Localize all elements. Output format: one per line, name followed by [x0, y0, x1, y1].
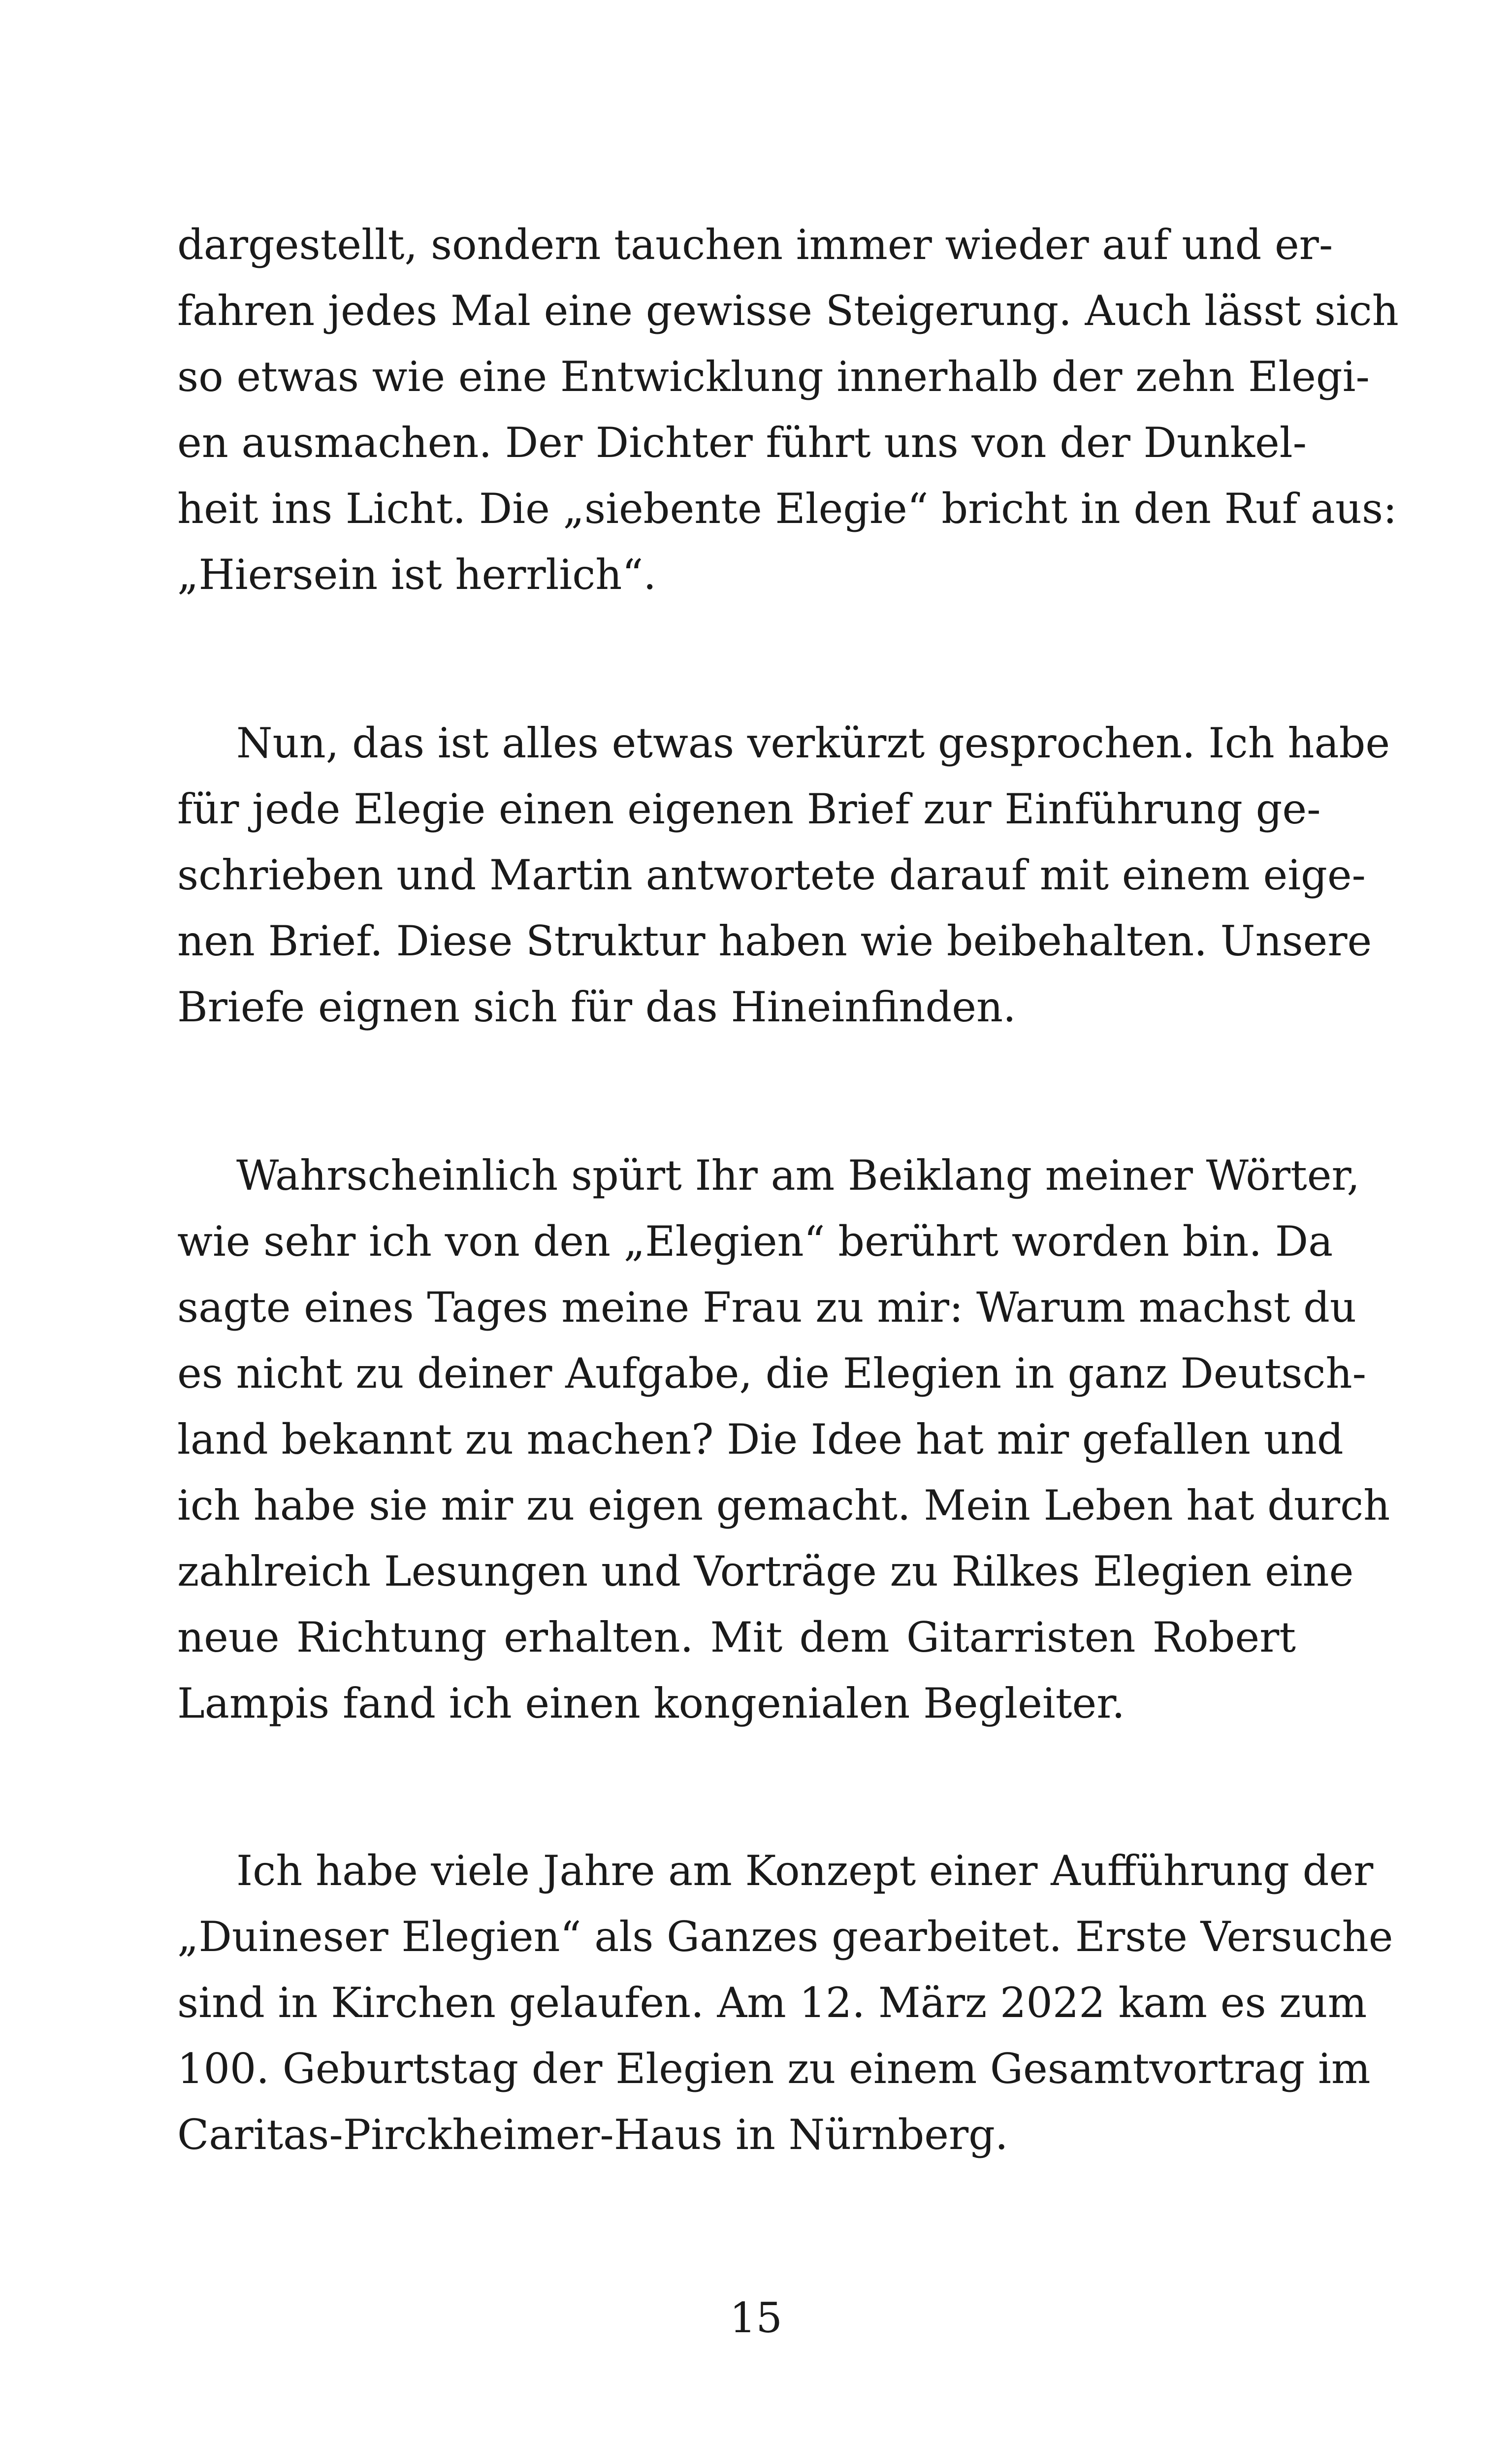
text-line: wie sehr ich von den „Elegien“ berührt worden bin. Da	[177, 1217, 1333, 1266]
page-number: 15	[730, 2294, 782, 2342]
paragraph-1	[177, 212, 1399, 608]
paragraph-2	[177, 710, 1390, 1040]
text-line: dargestellt, sondern tauchen immer wieder auf und er-	[177, 221, 1333, 269]
text-line: fahren jedes Mal eine gewisse Steigerung. Auch lässt sich	[177, 287, 1399, 335]
text-line: land bekannt zu machen? Die Idee hat mir gefallen und	[177, 1415, 1344, 1464]
paragraph-4	[177, 1838, 1393, 2168]
text-line: sind in Kirchen gelaufen. Am 12. März 2022 kam es zum	[177, 1979, 1367, 2027]
book-page-body	[177, 212, 1399, 2168]
text-line: so etwas wie eine Entwicklung innerhalb der zehn Elegi-	[177, 353, 1370, 401]
text-line: „Duineser Elegien“ als Ganzes gearbeitet. Erste Versuche	[177, 1913, 1393, 1961]
text-line: ich habe sie mir zu eigen gemacht. Mein Leben hat durch	[177, 1481, 1390, 1530]
text-line: Lampis fand ich einen kongenialen Begleiter.	[177, 1679, 1125, 1727]
text-line: nen Brief. Diese Struktur haben wie beibehalten. Unsere	[177, 917, 1372, 965]
text-line: Wahrscheinlich spürt Ihr am Beiklang meiner Wörter,	[236, 1151, 1360, 1200]
text-line: heit ins Licht. Die „siebente Elegie“ bricht in den Ruf aus:	[177, 485, 1397, 533]
text-line: Nun, das ist alles etwas verkürzt gesprochen. Ich habe	[236, 719, 1390, 767]
text-line: Ich habe viele Jahre am Konzept einer Aufführung der	[236, 1847, 1374, 1895]
text-line: Caritas-Pirckheimer-Haus in Nürnberg.	[177, 2111, 1008, 2159]
text-line: neue Richtung erhalten. Mit dem Gitarristen Robert	[177, 1613, 1296, 1661]
text-line: sagte eines Tages meine Frau zu mir: Warum machst du	[177, 1283, 1357, 1332]
paragraph-3	[177, 1142, 1390, 1736]
text-line: en ausmachen. Der Dichter führt uns von der Dunkel-	[177, 419, 1307, 467]
text-line: es nicht zu deiner Aufgabe, die Elegien in ganz Deutsch-	[177, 1349, 1366, 1398]
text-line: zahlreich Lesungen und Vorträge zu Rilkes Elegien eine	[177, 1547, 1354, 1596]
text-line: „Hiersein ist herrlich“.	[177, 551, 657, 599]
text-line: 100. Geburtstag der Elegien zu einem Gesamtvortrag im	[177, 2045, 1371, 2093]
text-line: schrieben und Martin antwortete darauf mit einem eige-	[177, 851, 1366, 899]
text-line: Briefe eignen sich für das Hineinfinden.	[177, 983, 1016, 1031]
text-line: für jede Elegie einen eigenen Brief zur Einführung ge-	[177, 785, 1321, 833]
